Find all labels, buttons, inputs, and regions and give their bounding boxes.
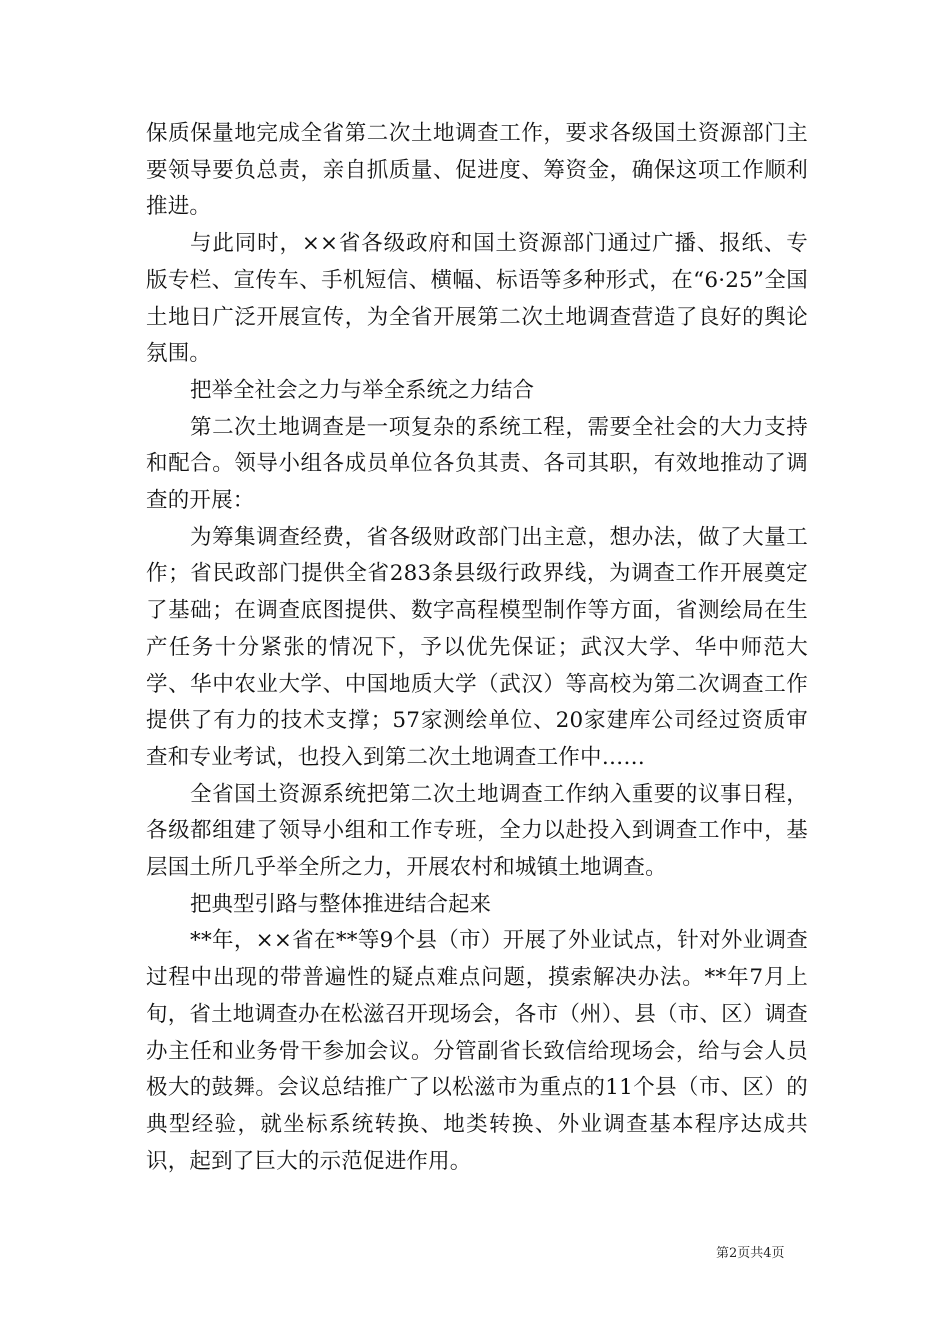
paragraph-pilot-program: **年，××省在**等9个县（市）开展了外业试点，针对外业调查过程中出现的带普遍性的疑点难点问题，摸索解决办法。**年7月上旬，省土地调查办在松滋召开现场会，各市（州）、县（市、区）调查办主任和业务骨干参加会议。分管副省长致信给现场会，给与会人员极大的鼓舞。会议总结推广了以松滋市为重点的11个县（市、区）的典型经验，就坐标系统转换、地类转换、外业调查基本程序达成共识，起到了巨大的示范促进作用。 <box>146 928 808 1174</box>
document-body <box>146 116 808 1180</box>
paragraph-system-engineering: 第二次土地调查是一项复杂的系统工程，需要全社会的大力支持和配合。领导小组各成员单位各负其责、各司其职，有效地推动了调查的开展： <box>146 414 808 514</box>
paragraph-funding-support: 为筹集调查经费，省各级财政部门出主意，想办法，做了大量工作；省民政部门提供全省283条县级行政界线，为调查工作开展奠定了基础；在调查底图提供、数字高程模型制作等方面，省测绘局在生产任务十分紧张的情况下，予以优先保证；武汉大学、华中师范大学、华中农业大学、中国地质大学（武汉）等高校为第二次调查工作提供了有力的技术支撑；57家测绘单位、20家建库公司经过资质审查和专业考试，也投入到第二次土地调查工作中…… <box>146 524 808 770</box>
paragraph-publicity: 与此同时，××省各级政府和国土资源部门通过广播、报纸、专版专栏、宣传车、手机短信、横幅、标语等多种形式，在“6·25”全国土地日广泛开展宣传，为全省开展第二次土地调查营造了良好的舆论氛围。 <box>146 231 808 367</box>
paragraph-land-resources-system: 全省国土资源系统把第二次土地调查工作纳入重要的议事日程，各级都组建了领导小组和工作专班，全力以赴投入到调查工作中，基层国土所几乎举全所之力，开展农村和城镇土地调查。 <box>146 781 808 881</box>
section-heading-typical-guidance: 把典型引路与整体推进结合起来 <box>190 891 492 917</box>
page-number-footer: 第2页共4页 <box>716 1246 785 1261</box>
paragraph-continuation: 保质保量地完成全省第二次土地调查工作，要求各级国土资源部门主要领导要负总责，亲自抓质量、促进度、筹资金，确保这项工作顺利推进。 <box>146 121 808 220</box>
section-heading-social-forces: 把举全社会之力与举全系统之力结合 <box>190 377 535 403</box>
